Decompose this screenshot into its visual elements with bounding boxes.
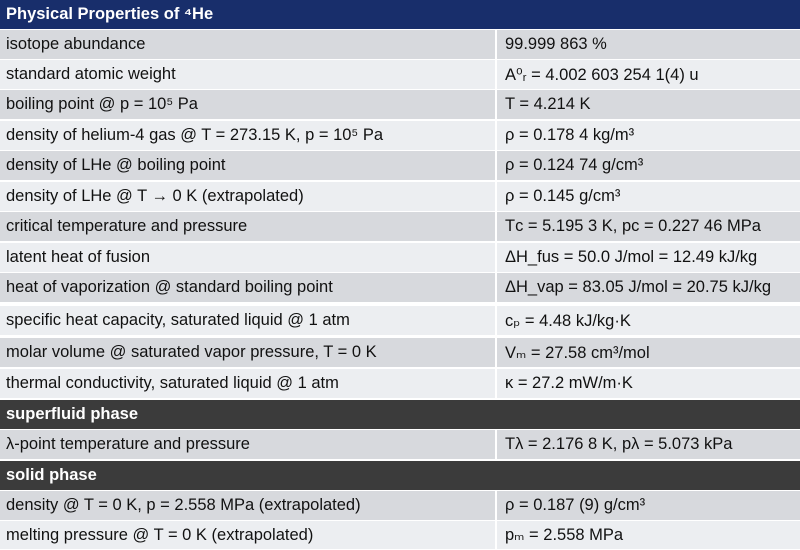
table-row [0, 90, 800, 120]
table-row [0, 369, 800, 399]
value-cell: ρ = 0.178 4 kg/m³ [505, 126, 635, 144]
value-cell: ρ = 0.145 g/cm³ [505, 187, 621, 205]
table-row [0, 30, 800, 60]
property-cell: molar volume @ saturated vapor pressure, T = 0 K [0, 338, 497, 367]
table-row [0, 521, 800, 550]
value-cell: 99.999 863 % [505, 35, 607, 53]
property-cell: density of LHe @ boiling point [0, 151, 497, 180]
property-cell: λ-point temperature and pressure [0, 430, 497, 459]
property-cell: latent heat of fusion [0, 243, 497, 272]
table-row [0, 306, 800, 336]
section-title: solid phase [6, 466, 97, 484]
table-row [0, 273, 800, 303]
table-row [0, 491, 800, 521]
property-cell: isotope abundance [0, 30, 497, 59]
value-cell: Vₘ = 27.58 cm³/mol [505, 343, 650, 362]
value-cell: A⁰ᵣ = 4.002 603 254 1(4) u [505, 65, 699, 84]
property-cell: density of helium-4 gas @ T = 273.15 K, p = 10⁵ Pa [0, 121, 497, 150]
property-cell: heat of vaporization @ standard boiling point [0, 273, 497, 302]
table-title: Physical Properties of ⁴He [6, 5, 214, 23]
value-cell: pₘ = 2.558 MPa [505, 526, 624, 544]
property-cell: density of LHe @ T → 0 K (extrapolated) [0, 182, 497, 211]
value-cell: ΔH_fus = 50.0 J/mol = 12.49 kJ/kg [505, 248, 758, 266]
value-cell: T = 4.214 K [505, 95, 591, 113]
table-row [0, 212, 800, 242]
value-cell: ΔH_vap = 83.05 J/mol = 20.75 kJ/kg [505, 278, 772, 296]
property-cell: thermal conductivity, saturated liquid @ 1 atm [0, 369, 497, 398]
section-header-superfluid [0, 400, 800, 430]
table-row [0, 430, 800, 460]
property-cell: specific heat capacity, saturated liquid @ 1 atm [0, 306, 497, 335]
section-title: superfluid phase [6, 405, 139, 423]
value-cell: ρ = 0.187 (9) g/cm³ [505, 496, 646, 514]
value-cell: Tλ = 2.176 8 K, pλ = 5.073 kPa [505, 435, 733, 453]
value-cell: κ = 27.2 mW/m·K [505, 374, 633, 392]
table-row [0, 338, 800, 368]
property-cell: boiling point @ p = 10⁵ Pa [0, 90, 497, 119]
table-row [0, 151, 800, 181]
property-cell: critical temperature and pressure [0, 212, 497, 241]
property-cell: density @ T = 0 K, p = 2.558 MPa (extrapolated) [0, 491, 497, 520]
table-row [0, 121, 800, 151]
property-cell: melting pressure @ T = 0 K (extrapolated) [0, 521, 497, 549]
table-row [0, 60, 800, 90]
value-cell: cₚ = 4.48 kJ/kg·K [505, 311, 631, 330]
table-row [0, 182, 800, 212]
value-cell: ρ = 0.124 74 g/cm³ [505, 156, 644, 174]
table-row [0, 243, 800, 273]
value-cell: Tᴄ = 5.195 3 K, pᴄ = 0.227 46 MPa [505, 217, 761, 235]
table-title-row [0, 0, 800, 30]
property-cell: standard atomic weight [0, 60, 497, 89]
section-header-solid [0, 461, 800, 491]
